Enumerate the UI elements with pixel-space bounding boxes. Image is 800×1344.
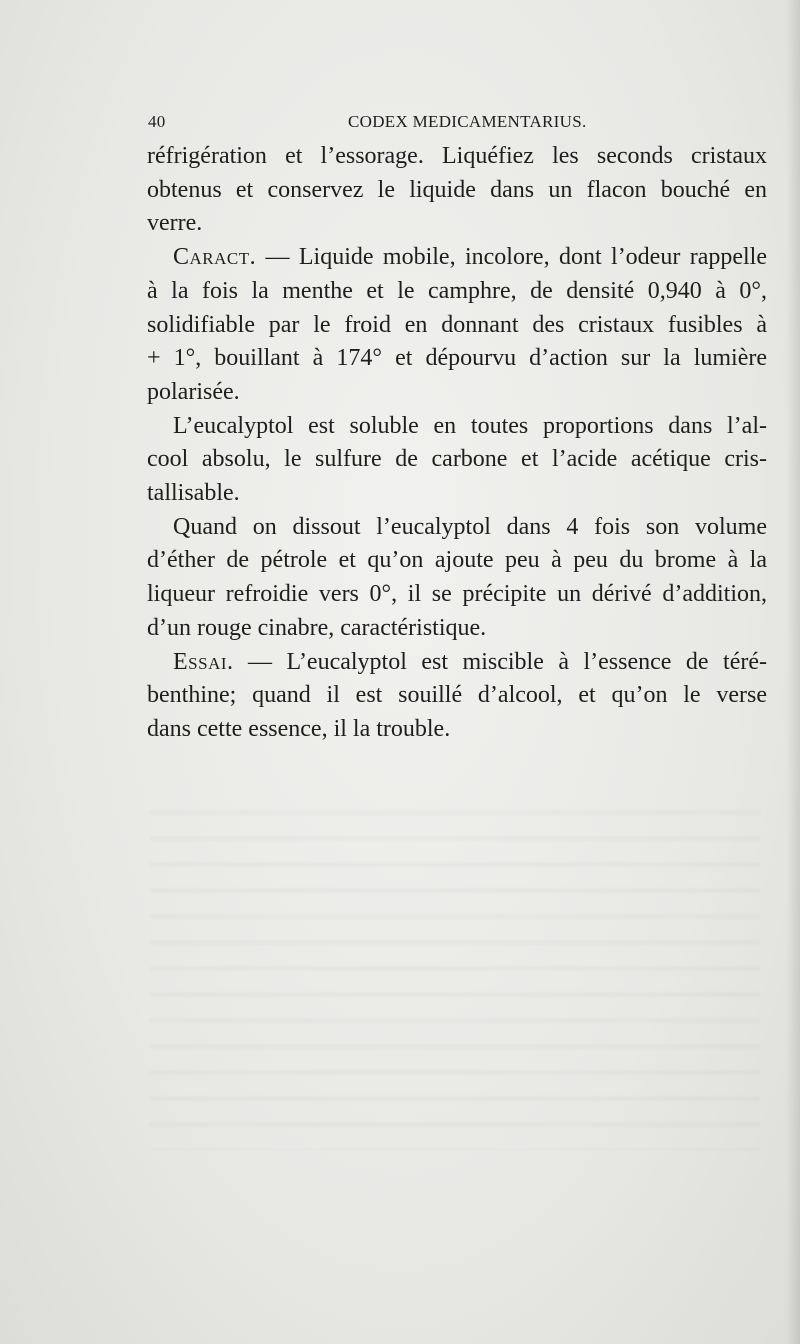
text-line: Essai. — L’eucalyptol est miscible à l’essence de téré- — [173, 648, 767, 675]
paragraph-refrigeration — [147, 140, 767, 241]
text-line: d’un rouge cinabre, caractéristique. — [147, 614, 487, 641]
paragraph-solubilite — [147, 410, 767, 511]
text-line: d’éther de pétrole et qu’on ajoute peu à peu du brome à la — [147, 547, 767, 574]
text-line: réfrigération et l’essorage. Liquéfiez les seconds cristaux — [147, 143, 767, 169]
text-line: Caract. — Liquide mobile, incolore, dont l’odeur rappelle — [173, 244, 767, 271]
text-line: L’eucalyptol est soluble en toutes proportions dans l’al- — [173, 412, 767, 439]
section-label-caract: Caract. — [173, 244, 257, 271]
paragraph-caracteres — [147, 241, 767, 410]
text-line: Quand on dissout l’eucalyptol dans 4 fois son volume — [173, 513, 767, 540]
text-line: liqueur refroidie vers 0°, il se précipite un dérivé d’addition, — [147, 581, 767, 608]
page-number: 40 — [148, 112, 166, 131]
text-line: tallisable. — [147, 480, 240, 507]
text-line: solidifiable par le froid en donnant des cristaux fusibles à — [147, 311, 767, 338]
bleed-through-text — [150, 790, 760, 1150]
section-label-essai: Essai. — [173, 648, 234, 675]
text-line: benthine; quand il est souillé d’alcool, et qu’on le verse — [147, 682, 767, 709]
text-line: obtenus et conservez le liquide dans un flacon bouché en — [147, 176, 767, 203]
text-line: dans cette essence, il la trouble. — [147, 715, 451, 742]
text-line: cool absolu, le sulfure de carbone et l’acide acétique cris- — [147, 446, 767, 473]
text-line: verre. — [147, 210, 203, 237]
page-edge-shadow — [786, 0, 800, 1344]
paragraph-essai — [147, 646, 767, 747]
running-header — [148, 112, 618, 136]
paragraph-brome — [147, 511, 767, 646]
text-line: polarisée. — [147, 378, 240, 405]
text-line: à la fois la menthe et le camphre, de densité 0,940 à 0°, — [147, 277, 767, 304]
text-line: + 1°, bouillant à 174° et dépourvu d’action sur la lumière — [147, 345, 767, 372]
body-text — [147, 140, 767, 747]
running-title: CODEX MEDICAMENTARIUS. — [348, 112, 587, 131]
